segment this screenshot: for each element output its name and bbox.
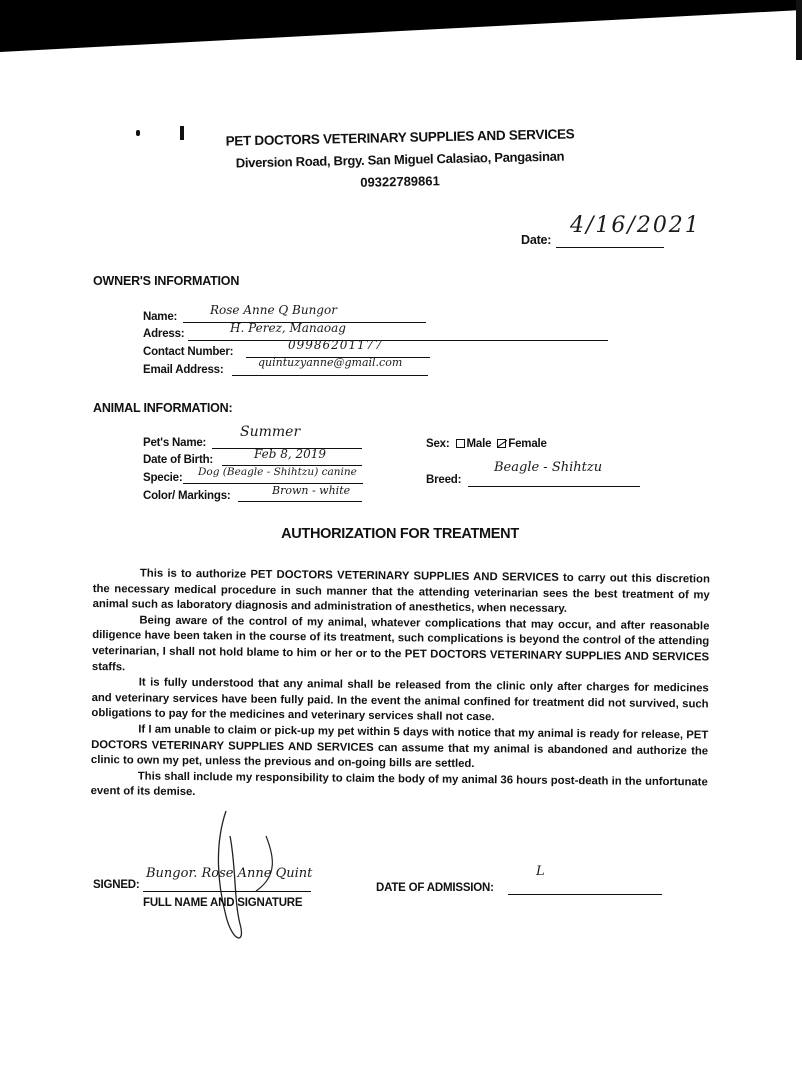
- owner-contact-label: Contact Number:: [143, 346, 234, 358]
- admission-value[interactable]: L: [536, 864, 545, 879]
- female-checkbox[interactable]: [497, 439, 506, 448]
- owner-address-value[interactable]: H. Perez, Manaoag: [230, 321, 346, 335]
- scan-shadow: [0, 0, 802, 60]
- sex-label: [426, 438, 547, 450]
- owner-address-line: [188, 340, 608, 341]
- owner-name-value[interactable]: Rose Anne Q Bungor: [210, 303, 337, 317]
- authorization-paragraph: This is to authorize PET DOCTORS VETERINARY SUPPLIES AND SERVICES to carry out this discretion the necessary medical procedure in such manner that the attending veterinarian sees the best treatment of my animal such as laboratory diagnosis and administration of anesthetics, when necessary.: [92, 567, 710, 616]
- owner-email-line: [232, 375, 428, 376]
- owner-email-label: Email Address:: [143, 364, 224, 376]
- animal-section-title: ANIMAL INFORMATION:: [93, 401, 233, 415]
- date-value[interactable]: 4/16/2021: [570, 213, 701, 238]
- date-label: Date:: [521, 233, 552, 247]
- dob-value[interactable]: Feb 8, 2019: [254, 447, 327, 461]
- punch-mark: [136, 130, 140, 136]
- owner-address-label: Adress:: [143, 328, 185, 340]
- color-value[interactable]: Brown - white: [272, 484, 351, 497]
- signed-value[interactable]: Bungor. Rose Anne Quint: [146, 866, 313, 881]
- clinic-phone: 09322789861: [360, 173, 440, 190]
- signed-label: SIGNED:: [93, 879, 140, 891]
- owner-section-title: OWNER'S INFORMATION: [93, 274, 240, 288]
- pet-name-value[interactable]: Summer: [240, 424, 301, 440]
- male-checkbox[interactable]: [456, 439, 465, 448]
- authorization-body: [91, 566, 710, 806]
- sex-label-text: Sex:: [426, 438, 450, 450]
- color-label: Color/ Markings:: [143, 490, 231, 502]
- authorization-paragraph: It is fully understood that any animal shall be released from the clinic only after charges for medicines and veterinary services have been fully paid. In the event the animal confined for treatment did not survived, such obligations to pay for the medicines and veterinary services shall not case.: [91, 676, 709, 724]
- authorization-title: AUTHORIZATION FOR TREATMENT: [281, 526, 519, 542]
- owner-email-value[interactable]: quintuzyanne@gmail.com: [258, 356, 403, 369]
- admission-label: DATE OF ADMISSION:: [376, 882, 494, 894]
- clinic-address: Diversion Road, Brgy. San Miguel Calasiao, Pangasinan: [235, 148, 565, 171]
- signature-caption: FULL NAME AND SIGNATURE: [143, 897, 303, 909]
- owner-contact-value[interactable]: 09986201177: [288, 338, 383, 352]
- pet-name-label: Pet's Name:: [143, 437, 207, 449]
- sex-female-option: Female: [508, 438, 547, 450]
- color-line: [238, 501, 362, 502]
- date-line: [556, 247, 664, 248]
- specie-value[interactable]: Dog (Beagle - Shihtzu) canine: [198, 466, 357, 478]
- dob-label: Date of Birth:: [143, 454, 214, 466]
- sex-male-option: Male: [466, 438, 492, 450]
- specie-label: Specie:: [143, 472, 183, 484]
- authorization-paragraph: This shall include my responsibility to claim the body of my animal 36 hours post-death in the unfortunate event of its demise.: [90, 770, 708, 799]
- authorization-paragraph: Being aware of the control of my animal, whatever complications that may occur, and after reasonable diligence have been taken in the course of its treatment, such complications is beyond the control of the attending veterinarian, I shall not hold blame to him or her or to the PET DOCTORS VETERINARY SUPPLIES AND SERVICES staffs.: [91, 614, 710, 673]
- owner-name-label: Name:: [143, 311, 178, 323]
- clinic-name: PET DOCTORS VETERINARY SUPPLIES AND SERVICES: [225, 126, 575, 149]
- breed-value[interactable]: Beagle - Shihtzu: [494, 460, 603, 475]
- authorization-paragraph: If I am unable to claim or pick-up my pet within 5 days with notice that my animal is ready for release, PET DOCTORS VETERINARY SUPPLIES AND SERVICES can assume that my animal is abandoned and authorize the clinic to own my pet, unless the previous and on-going bills are settled.: [90, 723, 709, 771]
- breed-label: Breed:: [426, 474, 462, 486]
- signature-mark: [196, 806, 326, 961]
- admission-line: [508, 894, 662, 895]
- breed-line: [468, 486, 640, 487]
